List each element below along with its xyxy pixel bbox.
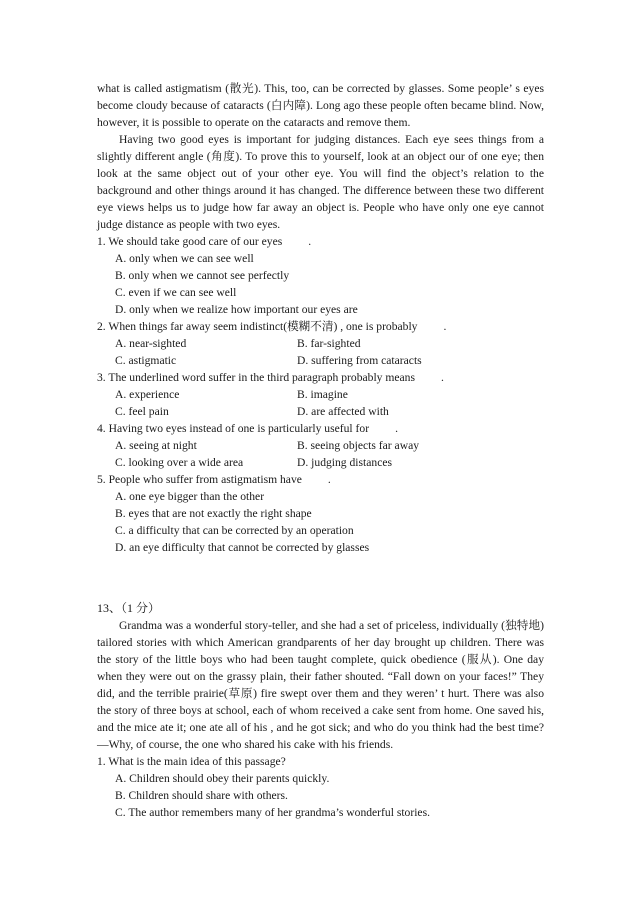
question-5-option-d: D. an eye difficulty that cannot be corrected by glasses [115,541,370,554]
question-2-text: 2. When things far away seem indistinct(模糊不清) , one is probably [97,320,418,333]
question-5-option-c: C. a difficulty that can be corrected by an operation [115,524,354,537]
question-4-option-b: B. seeing objects far away [297,439,420,452]
section-13-option-c: C. The author remembers many of her grandma’s wonderful stories. [115,806,430,819]
question-2-option-a: A. near-sighted [115,337,187,350]
question-4-option-c: C. looking over a wide area [115,456,244,469]
section-13-passage: Grandma was a wonderful story-teller, and she had a set of priceless, individually (独特地) tailored stories with which American grandparents of her day brought up children. There was the story of the little boys who had been taught complete, quick obedience (服从). One day when they were out on the grassy plain, their father shouted. “Fall down on your faces!” They did, and the terrible prairie(草原) fire swept over them and they weren’ t hurt. There was also the story of three boys at school, each of whom received a cake sent from home. One saved his, and the mice ate it; one ate all of his , and he got sick; and who do you think had the best time? —Why, of course, the one who shared his cake with his friends. [97,619,544,751]
question-3-option-a: A. experience [115,388,180,401]
question-2-option-b: B. far-sighted [297,337,361,350]
question-3-stem [97,369,444,386]
question-5-stem [97,471,331,488]
section-13-question-1-stem: 1. What is the main idea of this passage? [97,755,286,768]
question-4-text: 4. Having two eyes instead of one is particularly useful for [97,422,370,435]
section-13-header: 13、（1 分） [97,601,161,615]
question-4-option-d: D. judging distances [297,456,392,469]
question-4-end: . [395,422,398,435]
question-2-option-c: C. astigmatic [115,354,177,367]
question-4-option-a: A. seeing at night [115,439,197,452]
question-2-stem [97,318,446,335]
question-5-option-a: A. one eye bigger than the other [115,490,265,503]
question-3-end: . [441,371,444,384]
passage-paragraph-1: what is called astigmatism (散光). This, too, can be corrected by glasses. Some people’ s eyes become cloudy because of cataracts (白内障). Long ago these people often became blind. Now, however, it is possible to operate on the cataracts and remove them. [97,82,544,129]
section-13-option-b: B. Children should share with others. [115,789,288,802]
passage-paragraph-2: Having two good eyes is important for judging distances. Each eye sees things from a slightly different angle (角度). To prove this to yourself, look at an object our of one eye; then look at the same object out of your other eye. You will find the object’s relation to the background and other things around it has changed. The difference between these two different eye views helps us to judge how far away an object is. People who have only one eye cannot judge distance as people with two eyes. [97,133,544,231]
question-1-text: 1. We should take good care of our eyes [97,235,283,248]
question-5-text: 5. People who suffer from astigmatism have [97,473,302,486]
question-3-option-b: B. imagine [297,388,348,401]
section-13-option-a: A. Children should obey their parents quickly. [115,772,330,785]
question-1-stem [97,233,311,250]
question-5-end: . [327,473,331,486]
question-1-option-d: D. only when we realize how important our eyes are [115,303,358,316]
question-2-end: . [443,320,447,333]
question-2-option-d: D. suffering from cataracts [297,354,422,367]
question-1-option-a: A. only when we can see well [115,252,254,265]
question-3-text: 3. The underlined word suffer in the third paragraph probably means [97,371,415,384]
question-1-option-c: C. even if we can see well [115,286,237,299]
question-3-option-c: C. feel pain [115,405,169,418]
question-5-option-b: B. eyes that are not exactly the right shape [115,507,312,520]
question-3-option-d: D. are affected with [297,405,389,418]
question-1-end: . [308,235,312,248]
question-1-option-b: B. only when we cannot see perfectly [115,269,290,282]
question-4-stem [97,420,398,437]
